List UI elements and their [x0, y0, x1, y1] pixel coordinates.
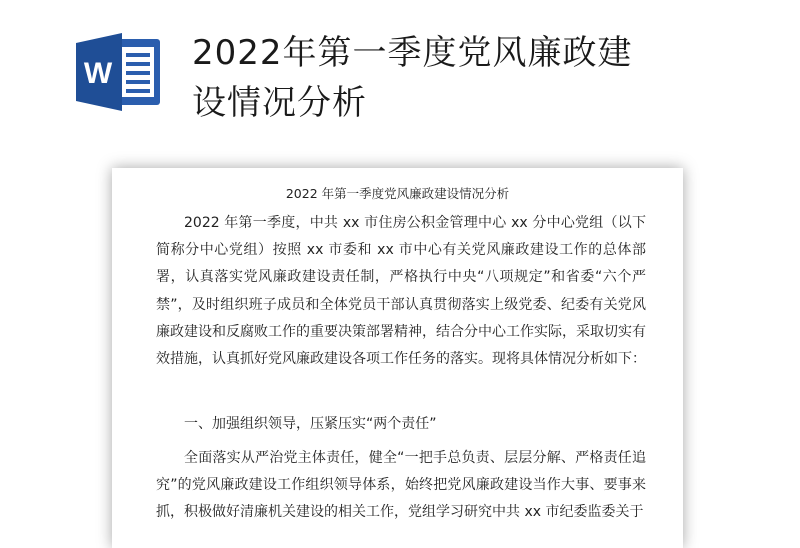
document-heading: 2022 年第一季度党风廉政建设情况分析 — [285, 186, 510, 201]
document-paragraph: 2022 年第一季度，中共 xx 市住房公积金管理中心 xx 分中心党组（以下简称分中心党组）按照 xx 市委和 xx 市中心有关党风廉政建设工作的总体部署，认真落实党风廉政建设责任制，严格执行中央“八项规定”和省委“六个严禁”，及时组织班子成员和全体党员干部认真贯彻落实上级党委、纪委有关党风廉政建设和反腐败工作的重要决策部署精神，结合分中心工作实际，采取切实有效措施，认真抓好党风廉政建设各项工作任务的落实。现将具体情况分析如下： — [156, 215, 646, 368]
word-icon — [76, 33, 164, 111]
document-paragraph: 全面落实从严治党主体责任，健全“一把手总负责、层层分解、严格责任追究”的党风廉政建设工作组织领导体系，始终把党风廉政建设当作大事、要事来抓，积极做好清廉机关建设的相关工作，党组学习研究中共 xx 市纪委监委关于 — [156, 450, 646, 521]
section-heading: 一、加强组织领导，压紧压实“两个责任” — [184, 416, 437, 432]
word-icon-letter: W — [83, 57, 113, 90]
page-title: 2022年第一季度党风廉政建设情况分析 — [192, 33, 633, 123]
document-page — [112, 168, 683, 548]
word-app-icon — [76, 33, 164, 111]
